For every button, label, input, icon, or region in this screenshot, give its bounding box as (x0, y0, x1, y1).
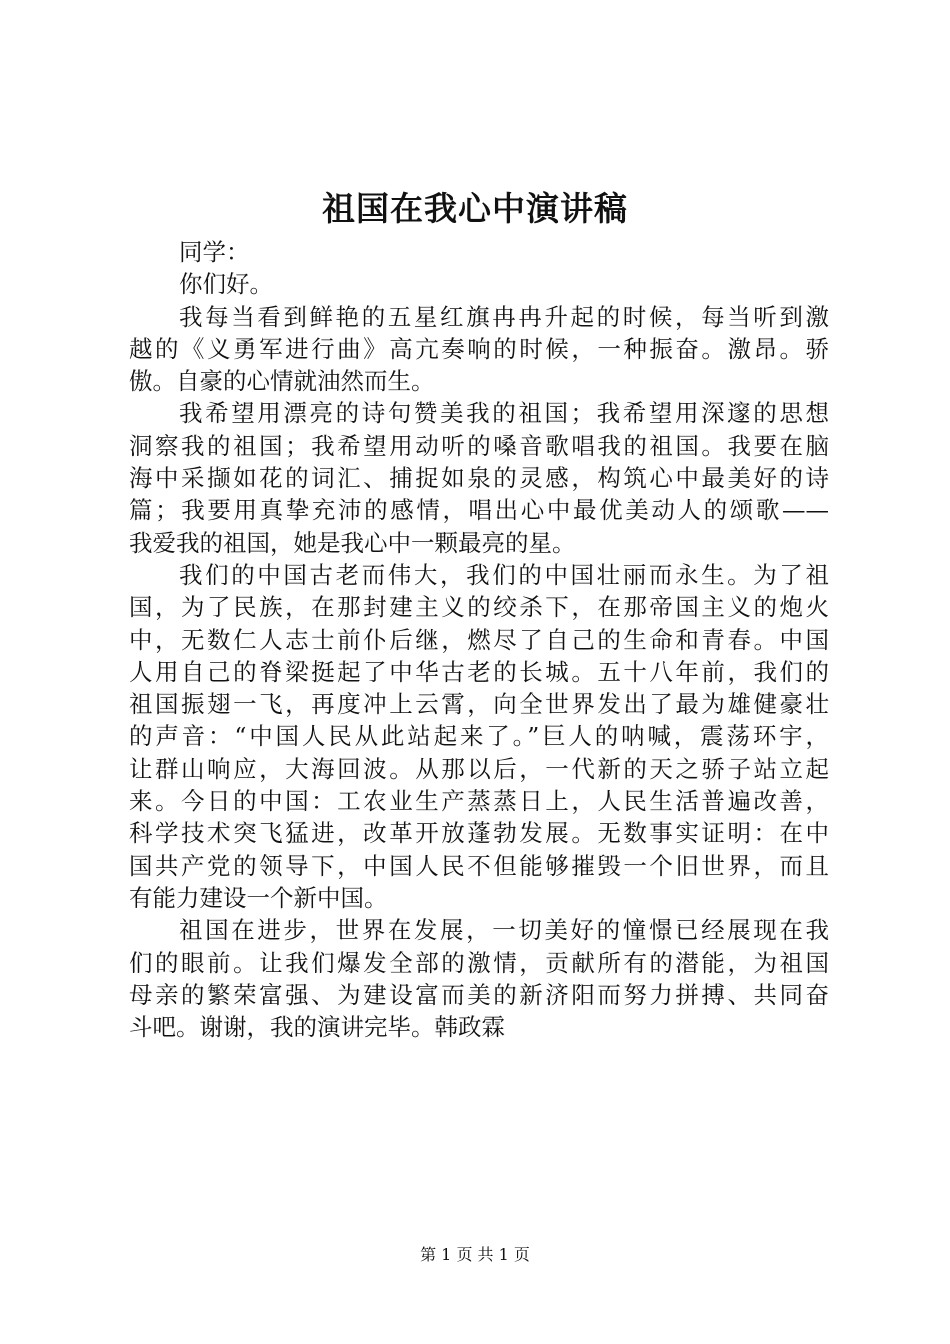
paragraph-line: 祖国在进步，世界在发展，一切美好的憧憬已经展现在我 (179, 916, 829, 945)
paragraph-line: 让群山响应，大海回波。从那以后，一代新的天之骄子站立起 (129, 754, 829, 783)
paragraph-line: 祖国振翅一飞，再度冲上云霄，向全世界发出了最为雄健豪壮 (129, 690, 829, 719)
paragraph-line: 中，无数仁人志士前仆后继，燃尽了自己的生命和青春。中国 (129, 625, 829, 654)
paragraph-line: 我爱我的祖国，她是我心中一颗最亮的星。 (129, 528, 576, 557)
page-footer: 第 1 页 共 1 页 (420, 1245, 530, 1264)
paragraph-line: 傲。自豪的心情就油然而生。 (129, 367, 435, 396)
document-body (129, 236, 829, 1043)
paragraph-line: 科学技术突飞猛进，改革开放蓬勃发展。无数事实证明：在中 (129, 819, 829, 848)
paragraph-line: 篇；我要用真挚充沛的感情，唱出心中最优美动人的颂歌—— (129, 496, 829, 525)
paragraph-line: 斗吧。谢谢，我的演讲完毕。韩政霖 (129, 1013, 505, 1042)
paragraph-line: 人用自己的脊梁挺起了中华古老的长城。五十八年前，我们的 (129, 657, 829, 686)
paragraph-line: 来。今日的中国：工农业生产蒸蒸日上，人民生活普遍改善， (129, 787, 829, 816)
paragraph-line: 洞察我的祖国；我希望用动听的嗓音歌唱我的祖国。我要在脑 (129, 431, 829, 460)
greeting-line: 同学： (179, 238, 250, 266)
paragraph-line: 们的眼前。让我们爆发全部的激情，贡献所有的潜能，为祖国 (129, 948, 829, 977)
paragraph-line: 国，为了民族，在那封建主义的绞杀下，在那帝国主义的炮火 (129, 593, 829, 622)
paragraph-line: 海中采撷如花的词汇、捕捉如泉的灵感，构筑心中最美好的诗 (129, 464, 829, 493)
paragraph-line: 我希望用漂亮的诗句赞美我的祖国；我希望用深邃的思想 (179, 399, 829, 428)
paragraph-line: 的声音：“中国人民从此站起来了。”巨人的呐喊，震荡环宇， (129, 722, 829, 751)
greeting-line: 你们好。 (179, 270, 273, 299)
paragraph-line: 我们的中国古老而伟大，我们的中国壮丽而永生。为了祖 (179, 560, 829, 589)
document-title: 祖国在我心中演讲稿 (322, 189, 628, 228)
paragraph-line: 国共产党的领导下，中国人民不但能够摧毁一个旧世界，而且 (129, 851, 829, 880)
paragraph-line: 母亲的繁荣富强、为建设富而美的新济阳而努力拼搏、共同奋 (129, 980, 829, 1009)
paragraph-line: 越的《义勇军进行曲》高亢奏响的时候，一种振奋。激昂。骄 (129, 334, 829, 363)
paragraph-line: 我每当看到鲜艳的五星红旗冉冉升起的时候，每当听到激 (179, 302, 829, 331)
paragraph-line: 有能力建设一个新中国。 (129, 883, 388, 912)
